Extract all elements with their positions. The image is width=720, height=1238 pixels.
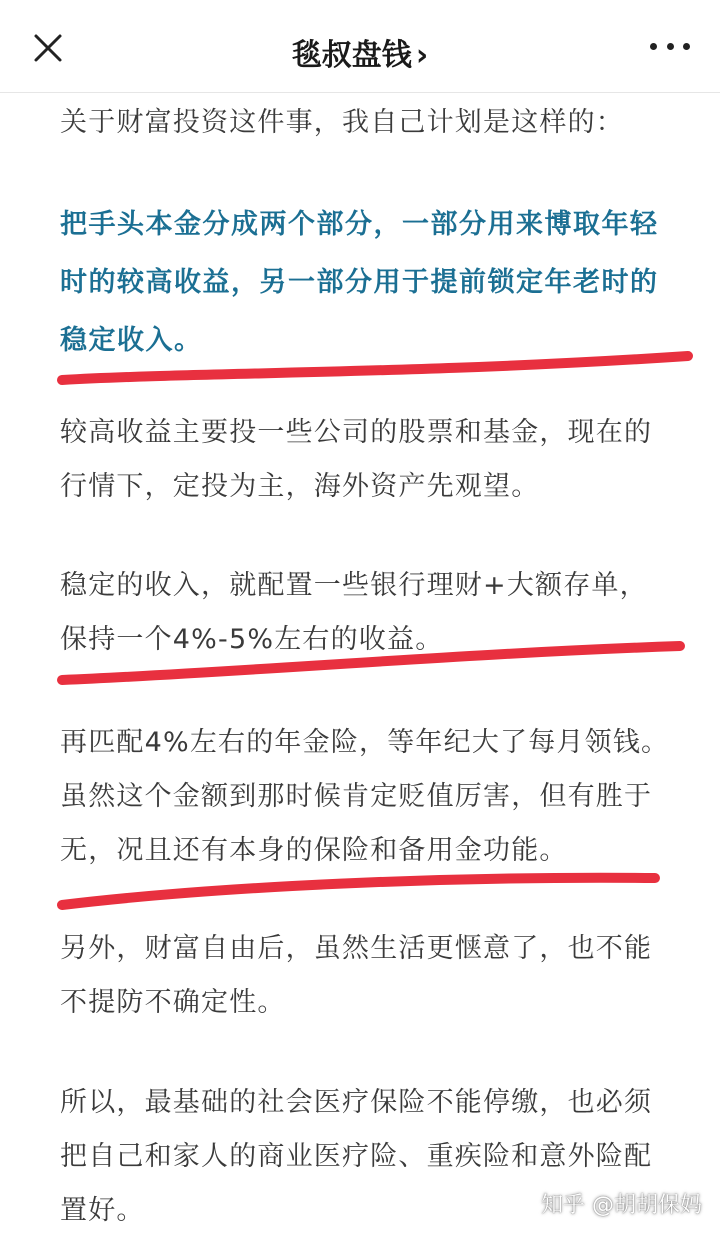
watermark-text: 知乎 @胡胡保妈 — [541, 1193, 702, 1218]
more-dot — [650, 43, 657, 50]
paragraph-highlight: 把手头本金分成两个部分，一部分用来博取年轻时的较高收益，另一部分用于提前锁定年老时的稳定收入。 — [60, 209, 659, 356]
paragraph-annuity: 再匹配4%左右的年金险，等年纪大了每月领钱。虽然这个金额到那时候肯定贬值厉害，但有胜于无，况且还有本身的保险和备用金功能。 — [60, 727, 670, 866]
more-dot — [683, 43, 690, 50]
nav-bar — [0, 0, 720, 93]
chevron-right-icon: › — [415, 38, 429, 73]
paragraph-insurance: 所以，最基础的社会医疗保险不能停缴，也必须把自己和家人的商业医疗险、重疾险和意外险配置好。 — [60, 1087, 653, 1226]
paragraph-high-yield: 较高收益主要投一些公司的股票和基金，现在的行情下，定投为主，海外资产先观望。 — [60, 417, 653, 502]
paragraph-intro: 关于财富投资这件事，我自己计划是这样的： — [60, 107, 624, 138]
more-dot — [667, 43, 674, 50]
account-name: 毯叔盘钱 — [291, 38, 412, 73]
underline-mark — [62, 878, 655, 905]
account-title-link[interactable] — [0, 30, 720, 74]
more-button[interactable] — [650, 34, 690, 58]
paragraph-uncertainty: 另外，财富自由后，虽然生活更惬意了，也不能不提防不确定性。 — [60, 933, 653, 1018]
paragraph-stable-income: 稳定的收入，就配置一些银行理财+大额存单，保持一个4%-5%左右的收益。 — [60, 570, 648, 655]
